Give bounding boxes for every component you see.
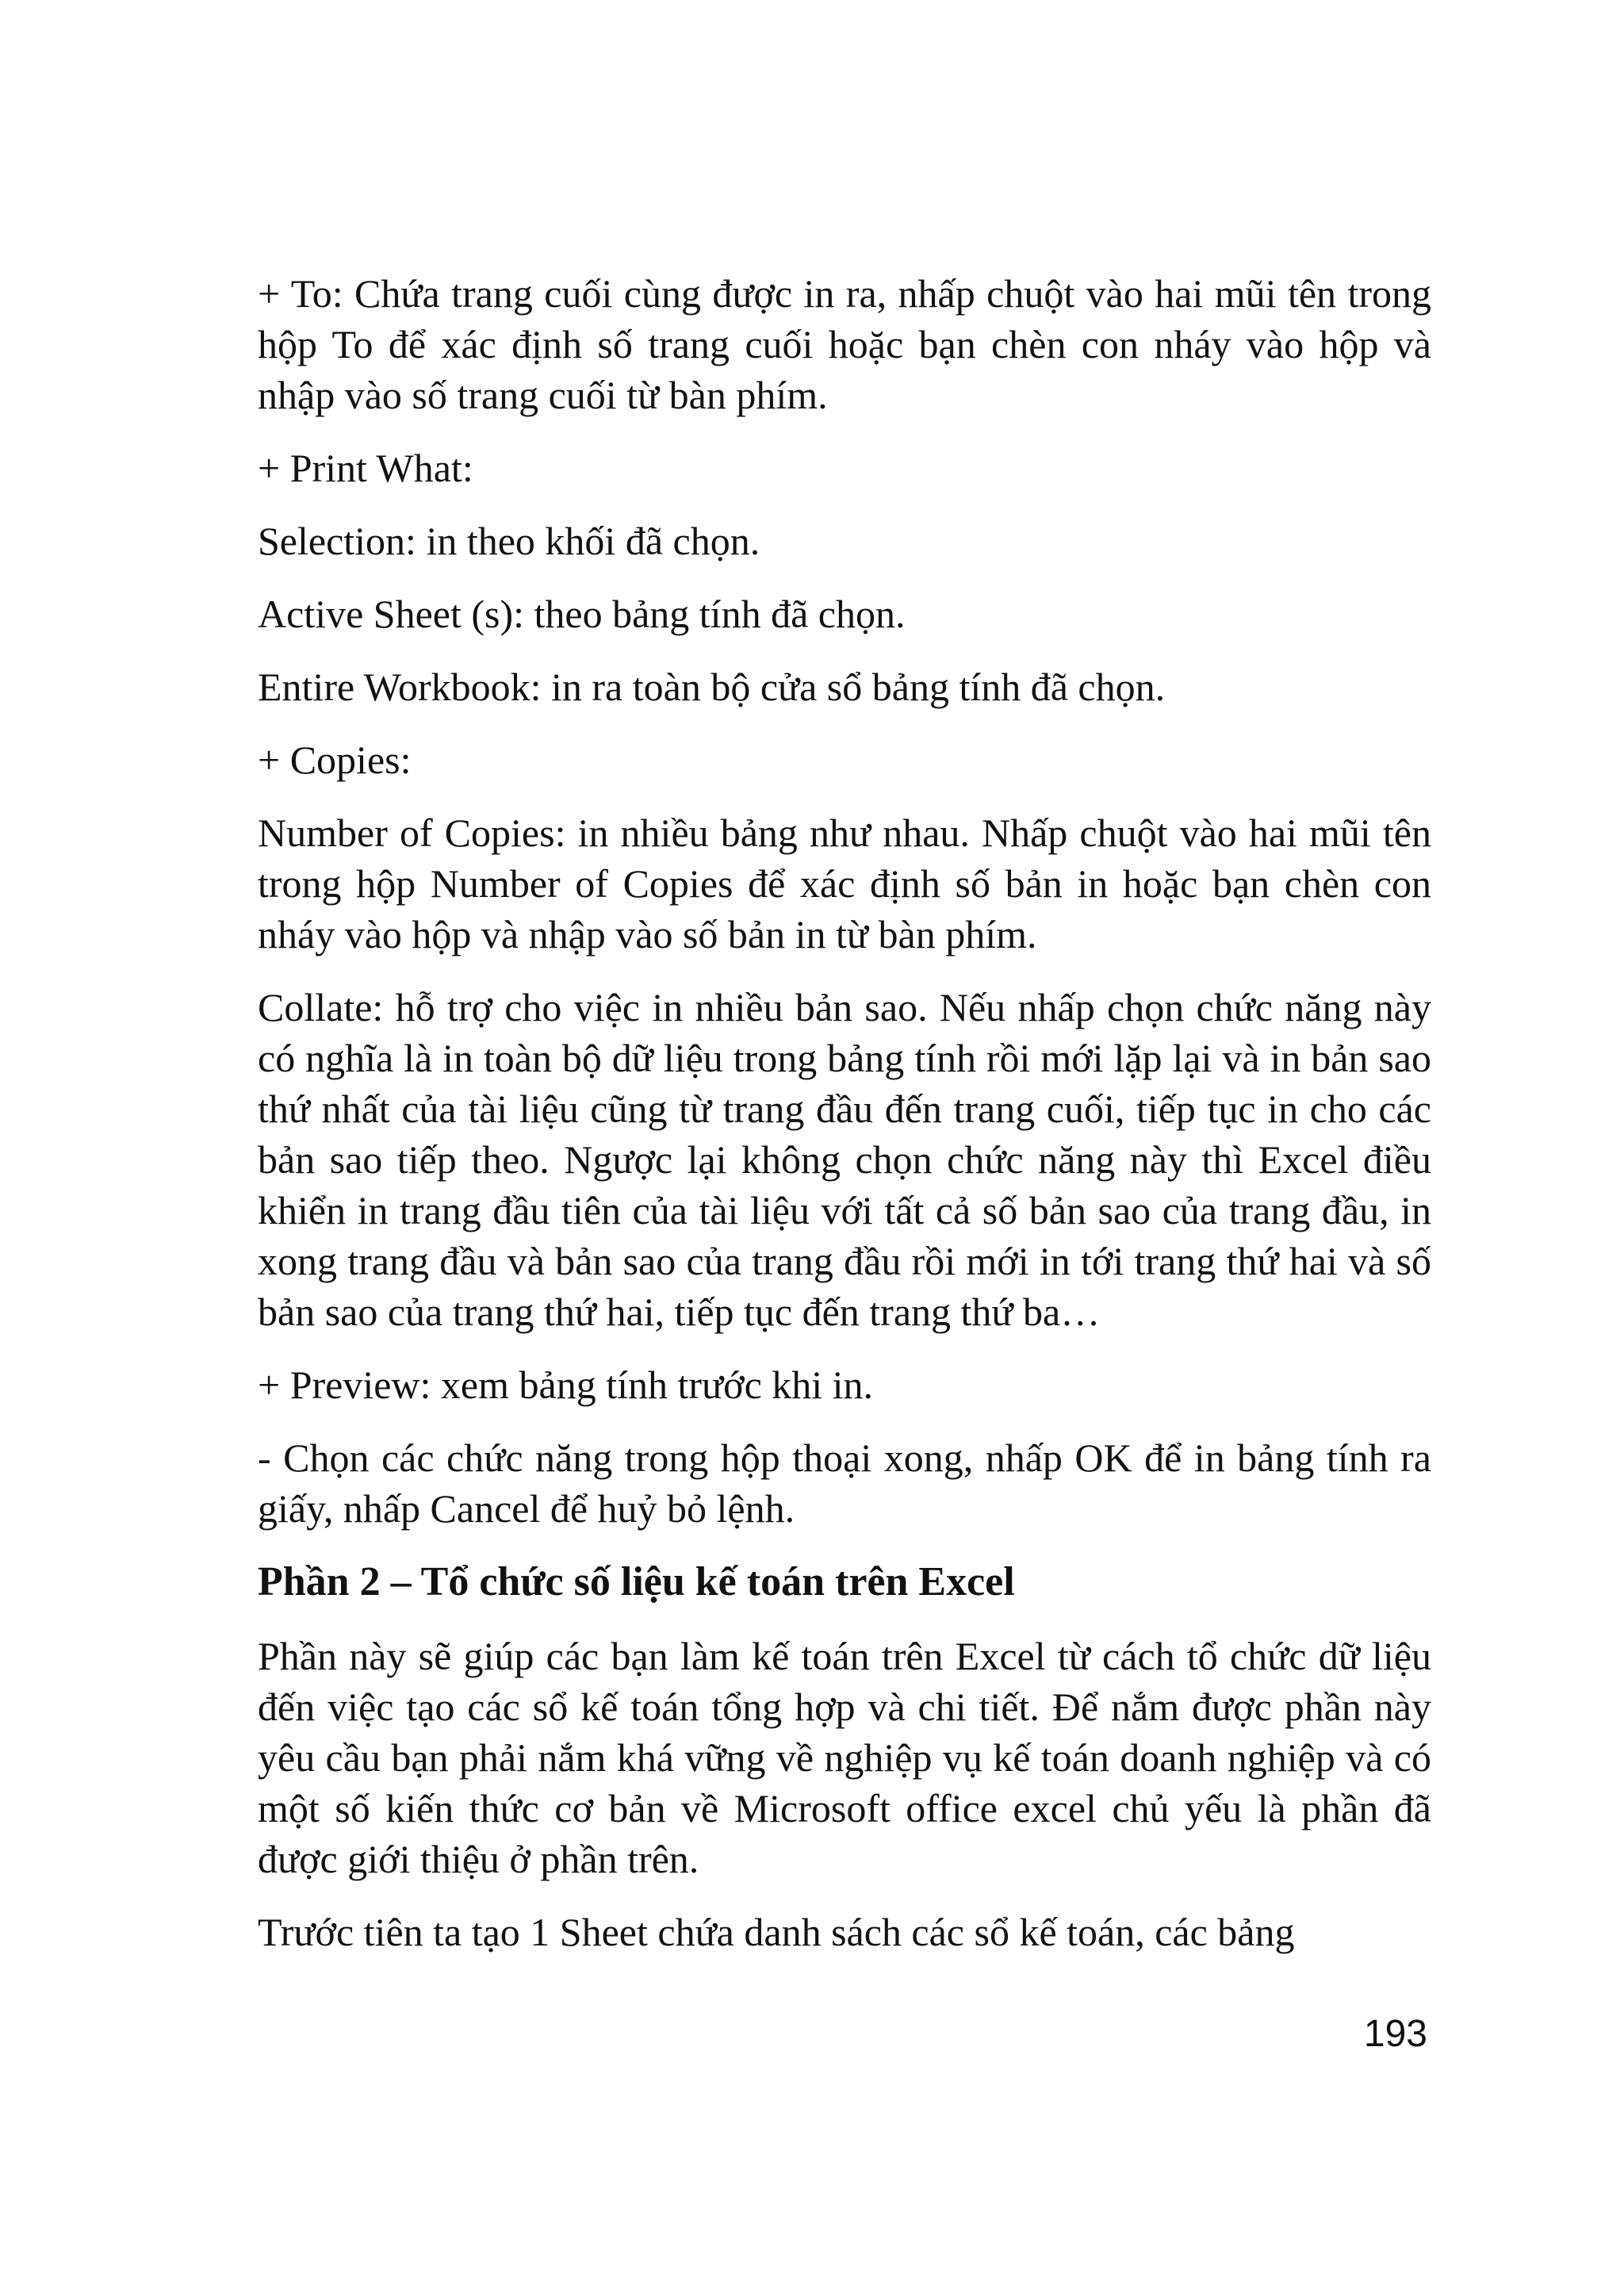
- paragraph-ok-cancel: - Chọn các chức năng trong hộp thoại xong, nhấp OK để in bảng tính ra giấy, nhấp Cancel để huỷ bỏ lệnh.: [258, 1435, 1431, 1531]
- page-number: 193: [1363, 2013, 1427, 2055]
- paragraph-entire-workbook: Entire Workbook: in ra toàn bộ cửa sổ bảng tính đã chọn.: [258, 665, 1166, 709]
- paragraph-active-sheet: Active Sheet (s): theo bảng tính đã chọn.: [258, 592, 906, 636]
- document-page: [258, 268, 1431, 1980]
- paragraph-intro: Phần này sẽ giúp các bạn làm kế toán trên Excel từ cách tổ chức dữ liệu đến việc tạo các sổ kế toán tổng hợp và chi tiết. Để nắm được phần này yêu cầu bạn phải nắm khá vững về nghiệp vụ kế toán doanh nghiệp và có một số kiến thức cơ bản về Microsoft office excel chủ yếu là phần đã được giới thiệu ở phần trên.: [258, 1634, 1431, 1881]
- paragraph-print-what: + Print What:: [258, 446, 473, 490]
- paragraph-collate: Collate: hỗ trợ cho việc in nhiều bản sao. Nếu nhấp chọn chức năng này có nghĩa là in toàn bộ dữ liệu trong bảng tính rồi mới lặp lại và in bản sao thứ nhất của tài liệu cũng từ trang đầu đến trang cuối, tiếp tục in cho các bản sao tiếp theo. Ngược lại không chọn chức năng này thì Excel điều khiển in trang đầu tiên của tài liệu với tất cả số bản sao của trang đầu, in xong trang đầu và bản sao của trang đầu rồi mới in tới trang thứ hai và số bản sao của trang thứ hai, tiếp tục đến trang thứ ba…: [258, 985, 1431, 1334]
- paragraph-first-step: Trước tiên ta tạo 1 Sheet chứa danh sách các sổ kế toán, các bảng: [258, 1910, 1295, 1954]
- paragraph-preview: + Preview: xem bảng tính trước khi in.: [258, 1363, 874, 1407]
- paragraph-number-of-copies: Number of Copies: in nhiều bảng như nhau. Nhấp chuột vào hai mũi tên trong hộp Number of Copies để xác định số bản in hoặc bạn chèn con nháy vào hộp và nhập vào số bản in từ bàn phím.: [258, 811, 1431, 956]
- paragraph-to: + To: Chứa trang cuối cùng được in ra, nhấp chuột vào hai mũi tên trong hộp To để xác định số trang cuối hoặc bạn chèn con nháy vào hộp và nhập vào số trang cuối từ bàn phím.: [258, 271, 1431, 417]
- paragraph-selection: Selection: in theo khối đã chọn.: [258, 519, 760, 563]
- paragraph-copies: + Copies:: [258, 738, 412, 782]
- section-heading: Phần 2 – Tổ chức số liệu kế toán trên Excel: [258, 1559, 1015, 1604]
